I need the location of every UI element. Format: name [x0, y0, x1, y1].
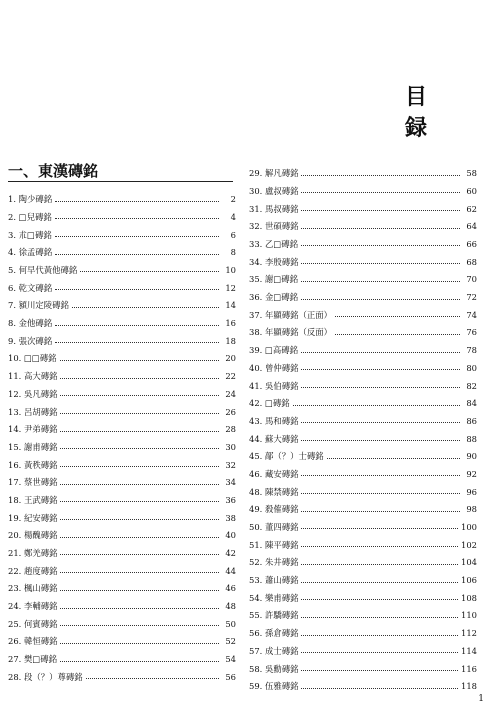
dot-leader: [60, 537, 219, 538]
toc-entry-page: 14: [225, 300, 236, 311]
toc-entry-title: 12. 吳凡磚銘: [8, 388, 58, 399]
dot-leader: [301, 493, 460, 494]
toc-entry: [8, 239, 236, 257]
dot-leader: [301, 652, 458, 653]
toc-entry-title: 37. 年顯磚銘（正面）: [249, 309, 332, 320]
toc-entry-page: 38: [225, 512, 236, 523]
toc-entry: [249, 567, 477, 585]
toc-entry: [249, 355, 477, 373]
toc-entry-page: 100: [461, 522, 477, 533]
toc-entry-title: 54. 樂甫磚銘: [249, 592, 299, 603]
dot-leader: [55, 254, 219, 255]
toc-entry: [249, 372, 477, 390]
toc-entry: [8, 186, 236, 204]
toc-entry-title: 53. 蕭山磚銘: [249, 575, 299, 586]
dot-leader: [301, 175, 460, 176]
toc-entry-title: 11. 高大磚銘: [8, 371, 58, 382]
toc-entry-title: 24. 李輔磚銘: [8, 601, 58, 612]
toc-entry-title: 36. 金□磚銘: [249, 292, 299, 303]
toc-entry-page: 60: [466, 185, 477, 196]
toc-entry-page: 36: [225, 494, 236, 505]
toc-entry-page: 22: [225, 371, 236, 382]
toc-entry-page: 4: [230, 211, 236, 222]
dot-leader: [55, 289, 219, 290]
dot-leader: [60, 378, 219, 379]
toc-entry: [249, 602, 477, 620]
toc-entry-title: 42. □磚銘: [249, 398, 290, 409]
toc-entry-title: 44. 蘇大磚銘: [249, 433, 299, 444]
toc-entry: [8, 540, 236, 558]
toc-entry-page: 82: [466, 380, 477, 391]
dot-leader: [60, 661, 219, 662]
toc-entry-page: 44: [225, 565, 236, 576]
toc-entry-page: 66: [466, 239, 477, 250]
toc-entry-title: 38. 年顯磚銘（反面）: [249, 327, 332, 338]
toc-entry-title: 18. 王武磚銘: [8, 494, 58, 505]
toc-entry-page: 54: [225, 654, 236, 665]
toc-entry: [8, 522, 236, 540]
toc-entry-title: 15. 謝甫磚銘: [8, 441, 58, 452]
toc-entry: [8, 646, 236, 664]
toc-entry-page: 108: [461, 592, 477, 603]
dot-leader: [293, 405, 460, 406]
dot-leader: [301, 228, 460, 229]
toc-entry-page: 26: [225, 406, 236, 417]
dot-leader: [301, 369, 460, 370]
dot-leader: [301, 352, 460, 353]
dot-leader: [301, 635, 458, 636]
dot-leader: [60, 590, 219, 591]
dot-leader: [301, 617, 458, 618]
toc-entry: [8, 416, 236, 434]
toc-entry-page: 20: [225, 353, 236, 364]
toc-entry-title: 19. 紀安磚銘: [8, 512, 58, 523]
dot-leader: [55, 342, 219, 343]
toc-entry-page: 70: [466, 274, 477, 285]
toc-entry-page: 8: [230, 247, 236, 258]
dot-leader: [80, 271, 219, 272]
dot-leader: [55, 325, 219, 326]
toc-entry-page: 112: [461, 628, 477, 639]
toc-entry-title: 14. 尹弟磚銘: [8, 424, 58, 435]
toc-entry: [249, 195, 477, 213]
toc-entry-page: 52: [225, 636, 236, 647]
toc-entry-title: 28. 段（？）尊磚銘: [8, 671, 83, 682]
dot-leader: [301, 440, 460, 441]
toc-entry-page: 74: [466, 309, 477, 320]
toc-entry-page: 42: [225, 548, 236, 559]
dot-leader: [60, 608, 219, 609]
dot-leader: [60, 484, 219, 485]
toc-entry: [8, 274, 236, 292]
toc-entry-title: 1. 陶少磚銘: [8, 194, 53, 205]
dot-leader: [327, 458, 460, 459]
dot-leader: [301, 192, 460, 193]
dot-leader: [301, 245, 460, 246]
toc-entry-title: 17. 蔡世磚銘: [8, 477, 58, 488]
toc-entry-page: 24: [225, 388, 236, 399]
toc-entry-page: 90: [466, 451, 477, 462]
toc-entry-title: 27. 樊□磚銘: [8, 654, 58, 665]
toc-entry-title: 32. 世碩磚銘: [249, 221, 299, 232]
toc-entry-title: 41. 吳伯磚銘: [249, 380, 299, 391]
toc-entry-page: 102: [461, 539, 477, 550]
toc-entry-title: 10. □□磚銘: [8, 353, 57, 364]
dot-leader: [60, 360, 219, 361]
dot-leader: [55, 201, 219, 202]
dot-leader: [301, 281, 460, 282]
toc-entry: [8, 363, 236, 381]
toc-entry: [249, 390, 477, 408]
toc-entry: [249, 284, 477, 302]
toc-entry-title: 39. □高磚銘: [249, 345, 299, 356]
toc-entry: [8, 292, 236, 310]
dot-leader: [301, 528, 458, 529]
toc-entry: [8, 257, 236, 275]
toc-entry: [8, 451, 236, 469]
toc-entry-page: 10: [225, 265, 236, 276]
toc-entry-title: 21. 鄭羌磚銘: [8, 548, 58, 559]
toc-entry: [249, 302, 477, 320]
toc-entry: [249, 425, 477, 443]
toc-entry-page: 50: [225, 618, 236, 629]
toc-entry: [249, 231, 477, 249]
toc-entry-title: 45. 鄗（？）士磚銘: [249, 451, 324, 462]
toc-entry-title: 52. 朱井磚銘: [249, 557, 299, 568]
toc-entry-page: 114: [461, 645, 477, 656]
toc-entry-title: 40. 曾仲磚銘: [249, 362, 299, 373]
toc-entry-page: 62: [466, 203, 477, 214]
page-number: 1: [478, 694, 484, 704]
toc-entry-title: 57. 成士磚銘: [249, 645, 299, 656]
dot-leader: [60, 395, 219, 396]
toc-entry-page: 30: [225, 441, 236, 452]
toc-entry-title: 16. 黃秩磚銘: [8, 459, 58, 470]
toc-entry-title: 46. 藏安磚銘: [249, 468, 299, 479]
toc-entry-page: 118: [461, 681, 477, 692]
toc-entry-title: 58. 吳勳磚銘: [249, 663, 299, 674]
toc-entry: [249, 496, 477, 514]
dot-leader: [60, 413, 219, 414]
toc-entry: [249, 178, 477, 196]
dot-leader: [301, 582, 458, 583]
toc-entry: [8, 204, 236, 222]
page-title: 目 録: [405, 84, 474, 141]
dot-leader: [72, 307, 219, 308]
toc-entry-title: 25. 何賓磚銘: [8, 618, 58, 629]
dot-leader: [301, 670, 458, 671]
toc-entry-title: 26. 韓恒磚銘: [8, 636, 58, 647]
toc-entry-page: 106: [461, 575, 477, 586]
toc-entry-title: 20. 楊醜磚銘: [8, 530, 58, 541]
dot-leader: [301, 210, 460, 211]
dot-leader: [86, 678, 219, 679]
toc-entry-title: 22. 趙度磚銘: [8, 565, 58, 576]
toc-entry-title: 4. 徐孟磚銘: [8, 247, 53, 258]
toc-entry-page: 12: [225, 282, 236, 293]
toc-entry-page: 48: [225, 601, 236, 612]
toc-entry-page: 98: [466, 504, 477, 515]
toc-entry-page: 68: [466, 256, 477, 267]
toc-entry-title: 33. 乙□磚銘: [249, 239, 299, 250]
toc-entry-page: 116: [461, 663, 477, 674]
toc-entry: [249, 655, 477, 673]
toc-entry-title: 9. 張次磚銘: [8, 335, 53, 346]
toc-entry-title: 50. 董四磚銘: [249, 522, 299, 533]
toc-entry: [8, 345, 236, 363]
toc-entry: [8, 381, 236, 399]
toc-entry: [249, 638, 477, 656]
toc-entry-title: 23. 楓山磚銘: [8, 583, 58, 594]
toc-entry-page: 32: [225, 459, 236, 470]
toc-entry: [8, 664, 236, 682]
toc-entry: [249, 673, 477, 691]
toc-entry-page: 110: [461, 610, 477, 621]
toc-entry: [249, 248, 477, 266]
toc-entry: [249, 461, 477, 479]
toc-entry-page: 46: [225, 583, 236, 594]
toc-entry-page: 104: [461, 557, 477, 568]
toc-entry: [8, 221, 236, 239]
toc-entry: [249, 213, 477, 231]
dot-leader: [55, 218, 219, 219]
toc-entry-page: 92: [466, 468, 477, 479]
dot-leader: [335, 334, 460, 335]
toc-entry: [249, 478, 477, 496]
toc-entry-page: 84: [466, 398, 477, 409]
dot-leader: [60, 519, 219, 520]
dot-leader: [60, 625, 219, 626]
toc-entry-page: 40: [225, 530, 236, 541]
dot-leader: [60, 431, 219, 432]
toc-entry-title: 35. 謝□磚銘: [249, 274, 299, 285]
toc-entry: [249, 408, 477, 426]
section-heading: 一、東漢磚銘: [8, 162, 99, 180]
toc-entry-title: 6. 乾文磚銘: [8, 282, 53, 293]
toc-entry-title: 59. 伍雅磚銘: [249, 681, 299, 692]
toc-entry-page: 18: [225, 335, 236, 346]
toc-entry-page: 56: [225, 671, 236, 682]
toc-entry-title: 3. 朮□磚銘: [8, 229, 52, 240]
dot-leader: [60, 643, 219, 644]
toc-entry-title: 2. □兒磚銘: [8, 211, 52, 222]
dot-leader: [301, 546, 458, 547]
toc-entry: [8, 611, 236, 629]
dot-leader: [60, 554, 219, 555]
toc-entry: [249, 266, 477, 284]
toc-entry-page: 6: [230, 229, 236, 240]
toc-entry: [8, 628, 236, 646]
toc-entry-title: 29. 解凡磚銘: [249, 168, 299, 179]
toc-entry-title: 49. 殺傕磚銘: [249, 504, 299, 515]
dot-leader: [60, 466, 219, 467]
toc-entry: [8, 328, 236, 346]
toc-entry: [8, 593, 236, 611]
dot-leader: [301, 688, 458, 689]
dot-leader: [301, 475, 460, 476]
dot-leader: [60, 501, 219, 502]
dot-leader: [335, 316, 460, 317]
toc-entry-title: 43. 馬和磚銘: [249, 415, 299, 426]
dot-leader: [301, 299, 460, 300]
toc-entry-title: 5. 何早代黃他磚銘: [8, 265, 78, 276]
toc-entry-page: 64: [466, 221, 477, 232]
toc-entry-page: 72: [466, 292, 477, 303]
toc-entry-title: 56. 孫倉磚銘: [249, 628, 299, 639]
toc-right-column: [249, 160, 477, 691]
toc-entry-title: 34. 李殷磚銘: [249, 256, 299, 267]
toc-entry-title: 51. 陳平磚銘: [249, 539, 299, 550]
toc-entry-title: 31. 馬叔磚銘: [249, 203, 299, 214]
dot-leader: [301, 387, 460, 388]
dot-leader: [55, 236, 219, 237]
dot-leader: [301, 511, 460, 512]
dot-leader: [60, 448, 219, 449]
dot-leader: [301, 564, 458, 565]
toc-entry: [8, 310, 236, 328]
toc-entry: [8, 434, 236, 452]
toc-entry-page: 2: [230, 194, 236, 205]
dot-leader: [301, 422, 460, 423]
toc-entry-page: 28: [225, 424, 236, 435]
toc-entry: [8, 469, 236, 487]
toc-entry-page: 88: [466, 433, 477, 444]
toc-entry-title: 30. 盧叔磚銘: [249, 185, 299, 196]
toc-entry-page: 80: [466, 362, 477, 373]
toc-entry: [249, 549, 477, 567]
toc-left-column: [8, 186, 236, 681]
toc-entry: [249, 319, 477, 337]
toc-entry-page: 34: [225, 477, 236, 488]
toc-entry-page: 96: [466, 486, 477, 497]
toc-entry: [8, 504, 236, 522]
dot-leader: [60, 572, 219, 573]
toc-entry-page: 86: [466, 415, 477, 426]
toc-entry-title: 48. 陳禁磚銘: [249, 486, 299, 497]
dot-leader: [301, 263, 460, 264]
toc-entry: [249, 531, 477, 549]
toc-entry-title: 55. 許驕磚銘: [249, 610, 299, 621]
toc-entry: [249, 514, 477, 532]
toc-entry-title: 8. 金他磚銘: [8, 318, 53, 329]
toc-entry: [8, 487, 236, 505]
toc-entry: [8, 575, 236, 593]
toc-entry-page: 58: [466, 168, 477, 179]
toc-entry: [8, 557, 236, 575]
toc-entry-page: 76: [466, 327, 477, 338]
dot-leader: [301, 599, 458, 600]
toc-entry: [249, 620, 477, 638]
toc-entry-title: 13. 呂胡磚銘: [8, 406, 58, 417]
toc-entry-page: 16: [225, 318, 236, 329]
toc-entry: [249, 585, 477, 603]
toc-entry: [249, 443, 477, 461]
toc-entry: [8, 398, 236, 416]
toc-entry-title: 7. 潁川定陵磚銘: [8, 300, 69, 311]
section-divider: [8, 181, 233, 182]
toc-entry: [249, 160, 477, 178]
toc-entry: [249, 337, 477, 355]
toc-entry-page: 78: [466, 345, 477, 356]
